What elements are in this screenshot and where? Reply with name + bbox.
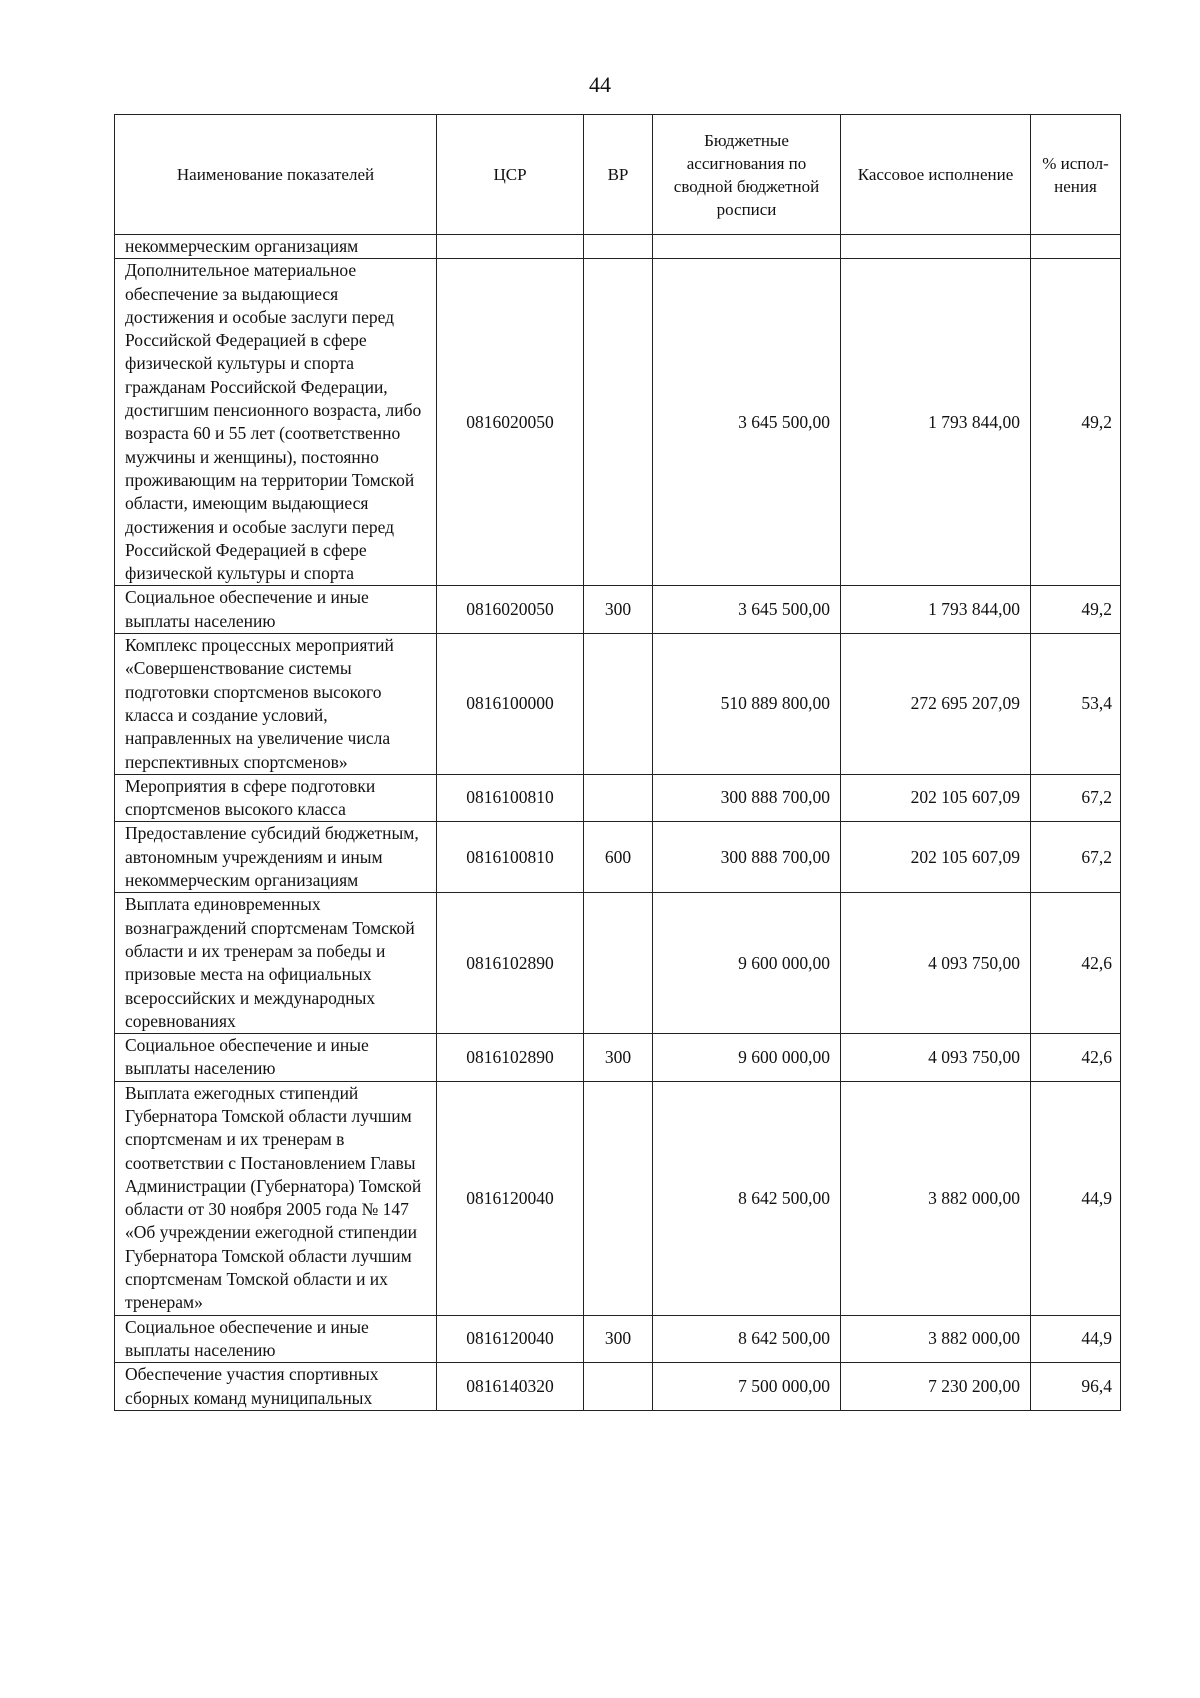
row-percent: 67,2 <box>1031 822 1121 893</box>
row-percent: 42,6 <box>1031 1034 1121 1082</box>
header-percent: % испол-нения <box>1031 115 1121 235</box>
row-vr <box>584 235 653 259</box>
table-row <box>115 822 1121 893</box>
row-percent: 42,6 <box>1031 893 1121 1034</box>
row-budget: 300 888 700,00 <box>653 774 841 822</box>
row-percent <box>1031 235 1121 259</box>
row-name: Социальное обеспечение и иные выплаты населению <box>115 586 437 634</box>
row-csr: 0816100810 <box>437 774 584 822</box>
row-percent: 96,4 <box>1031 1363 1121 1411</box>
header-cash: Кассовое исполнение <box>841 115 1031 235</box>
header-name: Наименование показателей <box>115 115 437 235</box>
row-name: некоммерческим организациям <box>115 235 437 259</box>
budget-execution-table <box>114 114 1121 1411</box>
row-name: Мероприятия в сфере подготовки спортсменов высокого класса <box>115 774 437 822</box>
row-vr: 300 <box>584 1315 653 1363</box>
row-budget: 510 889 800,00 <box>653 634 841 775</box>
row-name: Обеспечение участия спортивных сборных команд муниципальных <box>115 1363 437 1411</box>
row-budget: 9 600 000,00 <box>653 893 841 1034</box>
table-row <box>115 1363 1121 1411</box>
row-csr: 0816020050 <box>437 586 584 634</box>
row-name: Комплекс процессных мероприятий «Совершенствование системы подготовки спортсменов высокого класса и создание условий, направленных на увеличение числа перспективных спортсменов» <box>115 634 437 775</box>
table-row <box>115 235 1121 259</box>
row-name: Дополнительное материальное обеспечение за выдающиеся достижения и особые заслуги перед Российской Федерацией в сфере физической культуры и спорта гражданам Российской Федерации, достигшим пенсионного возраста, либо возраста 60 и 55 лет (соответственно мужчины и женщины), постоянно проживающим на территории Томской области, имеющим выдающиеся достижения и особые заслуги перед Российской Федерацией в сфере физической культуры и спорта <box>115 259 437 586</box>
row-name: Выплата единовременных вознаграждений спортсменам Томской области и их тренерам за победы и призовые места на официальных всероссийских и международных соревнованиях <box>115 893 437 1034</box>
row-percent: 44,9 <box>1031 1081 1121 1315</box>
row-cash: 202 105 607,09 <box>841 822 1031 893</box>
table-header-row <box>115 115 1121 235</box>
row-csr: 0816100810 <box>437 822 584 893</box>
page-number: 44 <box>589 72 611 97</box>
row-percent: 67,2 <box>1031 774 1121 822</box>
row-budget: 8 642 500,00 <box>653 1081 841 1315</box>
row-cash <box>841 235 1031 259</box>
table-row <box>115 586 1121 634</box>
row-csr <box>437 235 584 259</box>
row-cash: 272 695 207,09 <box>841 634 1031 775</box>
row-csr: 0816102890 <box>437 1034 584 1082</box>
row-cash: 1 793 844,00 <box>841 586 1031 634</box>
row-cash: 7 230 200,00 <box>841 1363 1031 1411</box>
row-cash: 4 093 750,00 <box>841 893 1031 1034</box>
row-vr: 300 <box>584 586 653 634</box>
row-name: Социальное обеспечение и иные выплаты населению <box>115 1315 437 1363</box>
table-row <box>115 774 1121 822</box>
row-cash: 202 105 607,09 <box>841 774 1031 822</box>
row-vr <box>584 634 653 775</box>
row-vr <box>584 1363 653 1411</box>
row-percent: 44,9 <box>1031 1315 1121 1363</box>
row-vr <box>584 259 653 586</box>
row-vr: 300 <box>584 1034 653 1082</box>
row-csr: 0816120040 <box>437 1315 584 1363</box>
row-name: Социальное обеспечение и иные выплаты населению <box>115 1034 437 1082</box>
row-csr: 0816102890 <box>437 893 584 1034</box>
row-budget: 7 500 000,00 <box>653 1363 841 1411</box>
table-row <box>115 259 1121 586</box>
table-row <box>115 1081 1121 1315</box>
table-row <box>115 1315 1121 1363</box>
row-vr <box>584 1081 653 1315</box>
header-vr: ВР <box>584 115 653 235</box>
row-csr: 0816100000 <box>437 634 584 775</box>
table-row <box>115 893 1121 1034</box>
row-budget <box>653 235 841 259</box>
table-row <box>115 1034 1121 1082</box>
row-budget: 9 600 000,00 <box>653 1034 841 1082</box>
row-percent: 49,2 <box>1031 586 1121 634</box>
row-percent: 49,2 <box>1031 259 1121 586</box>
row-name: Выплата ежегодных стипендий Губернатора Томской области лучшим спортсменам и их тренерам в соответствии с Постановлением Главы Администрации (Губернатора) Томской области от 30 ноября 2005 года № 147 «Об учреждении ежегодной стипендии Губернатора Томской области лучшим спортсменам Томской области и их тренерам» <box>115 1081 437 1315</box>
row-cash: 3 882 000,00 <box>841 1081 1031 1315</box>
row-name: Предоставление субсидий бюджетным, автономным учреждениям и иным некоммерческим организациям <box>115 822 437 893</box>
table-row <box>115 634 1121 775</box>
row-budget: 8 642 500,00 <box>653 1315 841 1363</box>
row-vr <box>584 893 653 1034</box>
header-csr: ЦСР <box>437 115 584 235</box>
row-percent: 53,4 <box>1031 634 1121 775</box>
row-vr <box>584 774 653 822</box>
row-csr: 0816020050 <box>437 259 584 586</box>
row-budget: 3 645 500,00 <box>653 586 841 634</box>
row-budget: 300 888 700,00 <box>653 822 841 893</box>
row-cash: 4 093 750,00 <box>841 1034 1031 1082</box>
row-cash: 1 793 844,00 <box>841 259 1031 586</box>
header-budget: Бюджетные ассигнования по сводной бюджетной росписи <box>653 115 841 235</box>
row-csr: 0816120040 <box>437 1081 584 1315</box>
row-vr: 600 <box>584 822 653 893</box>
row-cash: 3 882 000,00 <box>841 1315 1031 1363</box>
row-csr: 0816140320 <box>437 1363 584 1411</box>
row-budget: 3 645 500,00 <box>653 259 841 586</box>
